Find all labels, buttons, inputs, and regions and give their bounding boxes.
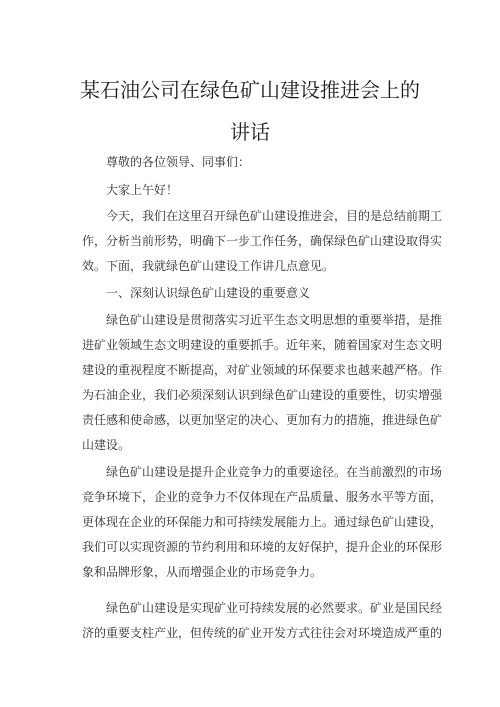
paragraph-line: 绿色矿山建设是贯彻落实习近平生态文明思想的重要举措，是推 [106, 313, 443, 327]
paragraph-line: 竞争环境下，企业的竞争力不仅体现在产品质量、服务水平等方面， [82, 490, 443, 504]
paragraph-line: 建设的重视程度不断提高，对矿业领域的环保要求也越来越严格。作 [82, 363, 443, 377]
greeting: 尊敬的各位领导、同事们： [106, 155, 251, 169]
paragraph-line: 我们可以实现资源的节约利用和环境的友好保护，提升企业的环保形 [82, 540, 443, 554]
paragraph-line: 责任感和使命感，以更加坚定的决心、更加有力的措施，推进绿色矿 [82, 413, 443, 427]
paragraph-line: 象和品牌形象，从而增强企业的市场竞争力。 [82, 565, 323, 579]
paragraph-line: 山建设。 [82, 438, 131, 452]
paragraph-line: 作，分析当前形势，明确下一步工作任务，确保绿色矿山建设取得实 [82, 234, 443, 248]
document-title-line-1: 某石油公司在绿色矿山建设推进会上的 [80, 78, 420, 102]
paragraph-line: 效。下面，我就绿色矿山建设工作讲几点意见。 [82, 259, 335, 273]
salutation: 大家上午好！ [106, 183, 179, 197]
paragraph-line: 济的重要支柱产业，但传统的矿业开发方式往往会对环境造成严重的 [82, 626, 443, 640]
paragraph-line: 绿色矿山建设是提升企业竞争力的重要途径。在当前激烈的市场 [106, 465, 443, 479]
paragraph-line: 更体现在企业的环保能力和可持续发展能力上。通过绿色矿山建设， [82, 515, 443, 529]
paragraph-line: 进矿业领域生态文明建设的重要抓手。近年来，随着国家对生态文明 [82, 338, 443, 352]
document-title-line-2: 讲话 [230, 120, 270, 144]
paragraph-line: 为石油企业，我们必须深刻认识到绿色矿山建设的重要性，切实增强 [82, 388, 443, 402]
paragraph-line: 绿色矿山建设是实现矿业可持续发展的必然要求。矿业是国民经 [106, 601, 443, 615]
paragraph-line: 今天，我们在这里召开绿色矿山建设推进会，目的是总结前期工 [106, 209, 443, 223]
section-heading: 一、深刻认识绿色矿山建设的重要意义 [106, 286, 311, 300]
